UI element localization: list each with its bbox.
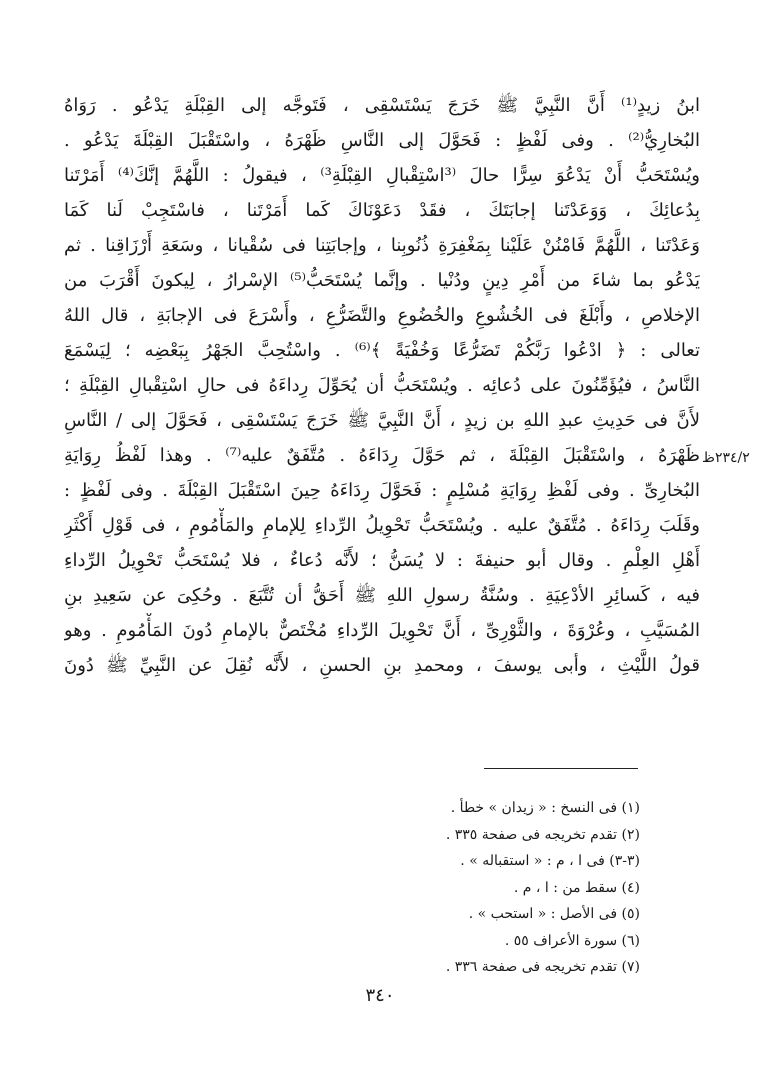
main-text (64, 88, 700, 683)
text-line: ظَهْرَهُ ، واسْتَقْبَلَ القِبْلَةَ ، ثم حَوَّلَ رِدَاءَهُ . مُتَّفَقٌ عليه⁽⁷⁾ . وهذا لَفْظُ رِوَايَةِ (64, 445, 700, 466)
text-line: وقَلَبَ رِدَاءَهُ . مُتَّفَقٌ عليه . ويُسْتَحَبُّ تَحْوِيلُ الرِّداءِ لِلإمامِ والمَأْمُومِ ، فى قَوْلِ أَكْثَرِ (64, 515, 700, 536)
text-line: تعالى : ﴿ ادْعُوا رَبَّكُمْ تَضَرُّعًا وَخُفْيَةً ﴾⁽⁶⁾ . واسْتُحِبَّ الجَهْرُ بِبَعْضِه ؛ لِيَسْمَعَ (64, 340, 700, 361)
text-line: بِدُعائِكَ ، وَوَعَدْتَنا إجابَتَكَ ، فقَدْ دَعَوْنَاكَ كَما أَمَرْتَنا ، فاسْتَجِبْ لَنا كَمَا (64, 200, 700, 221)
footnotes (220, 795, 640, 981)
text-line: البُخارِىِّ . وفى لَفْظِ رِوَايَةِ مُسْلِمٍ : فَحَوَّلَ رِدَاءَهُ حِينَ اسْتَقْبَلَ القِبْلَةَ . وفى لَفْظٍ : (64, 480, 700, 501)
manuscript-folio-reference: ٢٣٤/٢ظ (702, 450, 750, 466)
footnote: (٣-٣) فى ا ، م : « استقباله » . (460, 853, 640, 869)
footnote: (٤) سقط من : ا ، م . (513, 879, 640, 896)
text-line: البُخارِيُّ⁽²⁾ . وفى لَفْظٍ : فَحَوَّلَ إلى النَّاسِ ظَهْرَهُ ، واسْتَقْبَلَ القِبْلَةَ يَدْعُو . (64, 130, 700, 151)
text-line: لأَنَّ فى حَدِيثِ عبدِ اللهِ بن زيدٍ ، أَنَّ النَّبِيَّ ﷺ خَرَجَ يَسْتَسْقِى ، فَحَوَّلَ إلى / النَّاسِ (64, 410, 700, 431)
text-line: وَعَدْتَنا ، اللَّهُمَّ فَامْنُنْ عَلَيْنا بِمَغْفِرَةِ ذُنُوبِنا ، وإجابَتِنا فى سُقْيانا ، وسَعَةِ أَرْزَاقِنا . ثم (64, 235, 700, 256)
text-line: ابنُ زيدٍ⁽¹⁾ أَنَّ النَّبِيَّ ﷺ خَرَجَ يَسْتَسْقِى ، فَتَوجَّه إلى القِبْلَةِ يَدْعُو . رَوَاهُ (64, 95, 700, 116)
text-line: قولُ اللَّيْثِ ، وأبى يوسفَ ، ومحمدِ بنِ الحسنِ ، لأَنَّه نُقِلَ عن النَّبِيِّ ﷺ دُونَ (64, 655, 700, 676)
text-line: النَّاسُ ، فيُؤَمِّنُونَ على دُعائِه . ويُسْتَحَبُّ أن يُحَوِّلَ رِداءَهُ فى حالِ اسْتِقْبالِ القِبْلَةِ ؛ (64, 375, 700, 396)
footnote-separator (484, 768, 638, 769)
page-number: ٣٤٠ (365, 985, 395, 1006)
footnote: (٢) تقدم تخريجه فى صفحة ٣٣٥ . (445, 826, 640, 843)
text-line: فيه ، كَسائِرِ الأدْعِيَةِ . وسُنَّةُ رسولِ اللهِ ﷺ أَحَقُّ أن تُتَّبَعَ . وحُكِىَ عن سَعِيدِ بنِ (64, 585, 700, 606)
text-line: أَهْلِ العِلْمِ . وقال أبو حنيفةَ : لا يُسَنُّ ؛ لأَنَّه دُعاءٌ ، فلا يُسْتَحَبُّ تَحْوِيلُ الرِّداءِ (64, 550, 700, 571)
footnote: (٦) سورة الأعراف ٥٥ . (504, 932, 640, 949)
footnote: (٧) تقدم تخريجه فى صفحة ٣٣٦ . (445, 959, 640, 975)
text-line: الإخلاصِ ، وأَبْلَغَ فى الخُشُوعِ والخُضُوعِ والتَّضَرُّعِ ، وأَسْرَعَ فى الإجابَةِ ، قال اللهُ (64, 305, 700, 326)
text-line: المُسَيَّبِ ، وعُرْوَةَ ، والثَّوْرِىِّ ، أَنَّ تَحْوِيلَ الرِّداءِ مُخْتَصٌّ بالإمامِ دُونَ المَأْمُومِ . وهو (64, 620, 700, 641)
text-line: يَدْعُو بما شاءَ من أَمْرِ دِينٍ ودُنْيا . وإنَّما يُسْتَحَبُّ⁽⁵⁾ الإسْرارُ ، لِيكونَ أَقْرَبَ من (64, 270, 700, 291)
text-line: ويُسْتَحَبُّ أَنْ يَدْعُوَ سِرًّا حالَ ⁽³اسْتِقْبالِ القِبْلَةِ³⁾ ، فيقولُ : اللَّهُمَّ إنَّكَ⁽⁴⁾ أَمَرْتَنا (64, 165, 700, 186)
footnote: (٥) فى الأصل : « استحب » . (468, 906, 640, 922)
footnote: (١) فى النسخ : « زيدان » خطأ . (450, 800, 640, 816)
